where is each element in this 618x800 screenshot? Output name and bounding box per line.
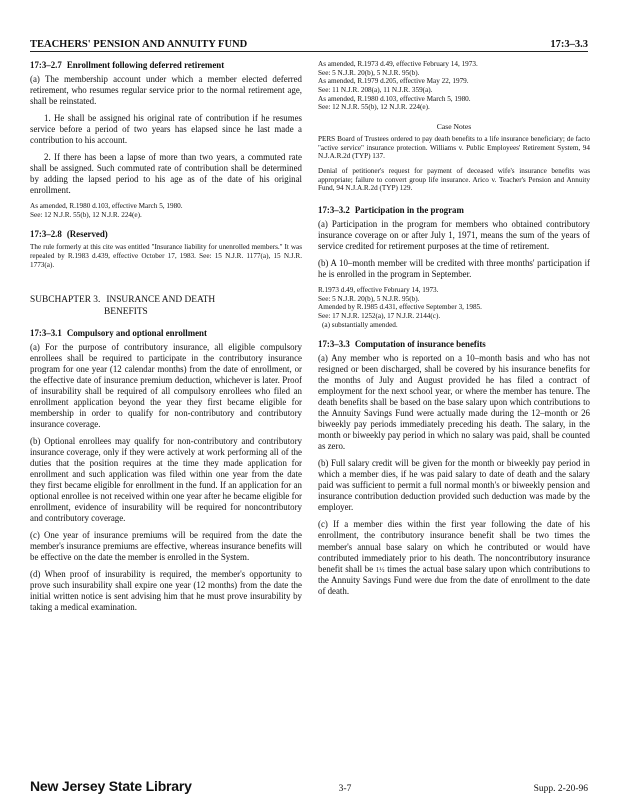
page-number: 3-7	[338, 784, 352, 794]
paragraph: (a) The membership account under which a member elected deferred retirement, who resumes regular service prior to the normal retirement age, shall be reinstated.	[30, 73, 302, 106]
paragraph: (a) For the purpose of contributory insurance, all eligible compulsory enrollees shall be required to participate in the contributory insurance program for one year (12 calendar months) from the date of enrollment, or the effective date of insurance premium deduction, whichever is later. Proof of insurability shall be required of all compulsory enrollees who filed an enrollment application beyond the year they first became eligible for membership in order to qualify for non-contributory and contributory insurance coverage.	[30, 341, 302, 429]
case-note: PERS Board of Trustees ordered to pay death benefits to a life insurance beneficiary; de facto "active service" insurance protection. Williams v. Public Employees' Retirement System, 94 N.J.A.R.2d (TYP) 137.	[318, 135, 590, 161]
paragraph: (c) If a member dies within the first year following the date of his enrollment, the contributory insurance benefit shall be two times the member's annual base salary on which he contributed or would have contributed immediately prior to his death. The noncontributory insurance benefit shall be 1½ times the actual base salary upon which contributions to the Annuity Savings Fund were due from the date of enrollment to the date of death.	[318, 519, 590, 596]
paragraph: (c) One year of insurance premiums will be required from the date the member's insurance premiums are effective, whereas insurance benefits will be effective on the date the member is enrolled in the System.	[30, 530, 302, 563]
section-heading: 17:3–2.8 (Reserved)	[30, 229, 108, 240]
right-column	[318, 60, 590, 603]
library-stamp: New Jersey State Library	[30, 778, 192, 794]
paragraph: (a) Participation in the program for members who obtained contributory insurance coverage on or after July 1, 1971, means the sum of the years of service credited for retirement purposes at the time of retirement.	[318, 218, 590, 251]
header-title: TEACHERS' PENSION AND ANNUITY FUND	[30, 39, 248, 50]
reserved-note: The rule formerly at this cite was entitled "Insurance liability for unenrolled members." It was repealed by R.1983 d.439, effective October 17, 1983. See: 15 N.J.R. 1177(a), 15 N.J.R. 1773(a).	[30, 243, 302, 269]
header-section: 17:3–3.3	[550, 39, 588, 50]
paragraph: (b) Optional enrollees may qualify for non-contributory and contributory insurance coverage, only if they were actively at work performing all of the duties that the position requires at the time they made application for enrollment and such application was filed within one year from the date they first became eligible for enrollment in the fund. If an application for an optional enrollee is not received within one year after he became eligible for enrollment, evidence of insurability will be required for noncontributory and contributory coverage.	[30, 435, 302, 524]
left-column	[30, 60, 302, 619]
paragraph: (b) A 10–month member will be credited with three months' participation if he is enrolled in the program in September.	[318, 257, 590, 279]
supplement-date: Supp. 2-20-96	[533, 784, 588, 794]
paragraph: (d) When proof of insurability is required, the member's opportunity to prove such insurability shall expire one year (12 months) from the date the initial written notice is sent advising him that he must prove insurability by taking a medical examination.	[30, 569, 302, 613]
history-note: R.1973 d.49, effective February 14, 1973. See: 5 N.J.R. 20(b), 5 N.J.R. 95(b). Amended by R.1985 d.431, effective September 3, 1985. See: 17 N.J.R. 1252(a), 17 N.J.R. 2144(c). (a) substantially amended.	[318, 285, 482, 329]
subchapter-heading: SUBCHAPTER 3. INSURANCE AND DEATH BENEFITS	[30, 295, 216, 317]
header-rule	[30, 51, 588, 52]
section-heading: 17:3–3.2 Participation in the program	[318, 204, 464, 215]
section-heading: 17:3–3.1 Compulsory and optional enrollment	[30, 327, 207, 338]
paragraph: (a) Any member who is reported on a 10–month basis and who has not resigned or been discharged, shall be covered by his insurance benefits for the months of July and August provided he has filed a contract of employment for the next school year, or where the member has tenure. The death benefits shall be based on the base salary upon which contributions to the Annuity Savings Fund were actually made during the 12–month or 26 biweekly pay periods immediately preceding his death. The salary, in the month or biweekly pay period in which no salary was paid, shall be counted as zero.	[318, 353, 590, 452]
paragraph: 2. If there has been a lapse of more than two years, a commuted rate shall be assigned. Such commuted rate of contribution shall be determined by adding the lapsed period to his age as of the date of his original enrollment.	[30, 152, 302, 196]
paragraph: (b) Full salary credit will be given for the month or biweekly pay period in which a member dies, if he was paid salary to date of death and the salary paid was sufficient to permit a full normal month's or biweekly pension and insurance contribution deduction provided such deduction was made by the employer.	[318, 458, 590, 513]
section-heading: 17:3–3.3 Computation of insurance benefits	[318, 339, 486, 350]
case-notes-heading: Case Notes	[436, 121, 472, 131]
running-header	[30, 34, 588, 50]
section-heading: 17:3–2.7 Enrollment following deferred retirement	[30, 60, 225, 70]
history-note: As amended, R.1973 d.49, effective February 14, 1973. See: 5 N.J.R. 20(b), 5 N.J.R. 95(b). As amended, R.1979 d.205, effective May 22, 1979. See: 11 N.J.R. 208(a), 11 N.J.R. 359(a). As amended, R.1980 d.103, effective March 5, 1980. See: 12 N.J.R. 55(b), 12 N.J.R. 224(e).	[318, 60, 478, 112]
history-note: As amended, R.1980 d.103, effective March 5, 1980. See: 12 N.J.R. 55(b), 12 N.J.R. 224(e).	[30, 202, 183, 219]
paragraph: 1. He shall be assigned his original rate of contribution if he resumes service before a period of two years has elapsed since he last made a contribution to his account.	[30, 112, 302, 146]
case-note: Denial of petitioner's request for payment of deceased wife's insurance benefits was appropriate; failure to convert group life insurance. Arico v. Teacher's Pension and Annuity Fund, 94 N.J.A.R.2d (TYP) 129.	[318, 167, 590, 193]
page-footer	[30, 776, 588, 794]
